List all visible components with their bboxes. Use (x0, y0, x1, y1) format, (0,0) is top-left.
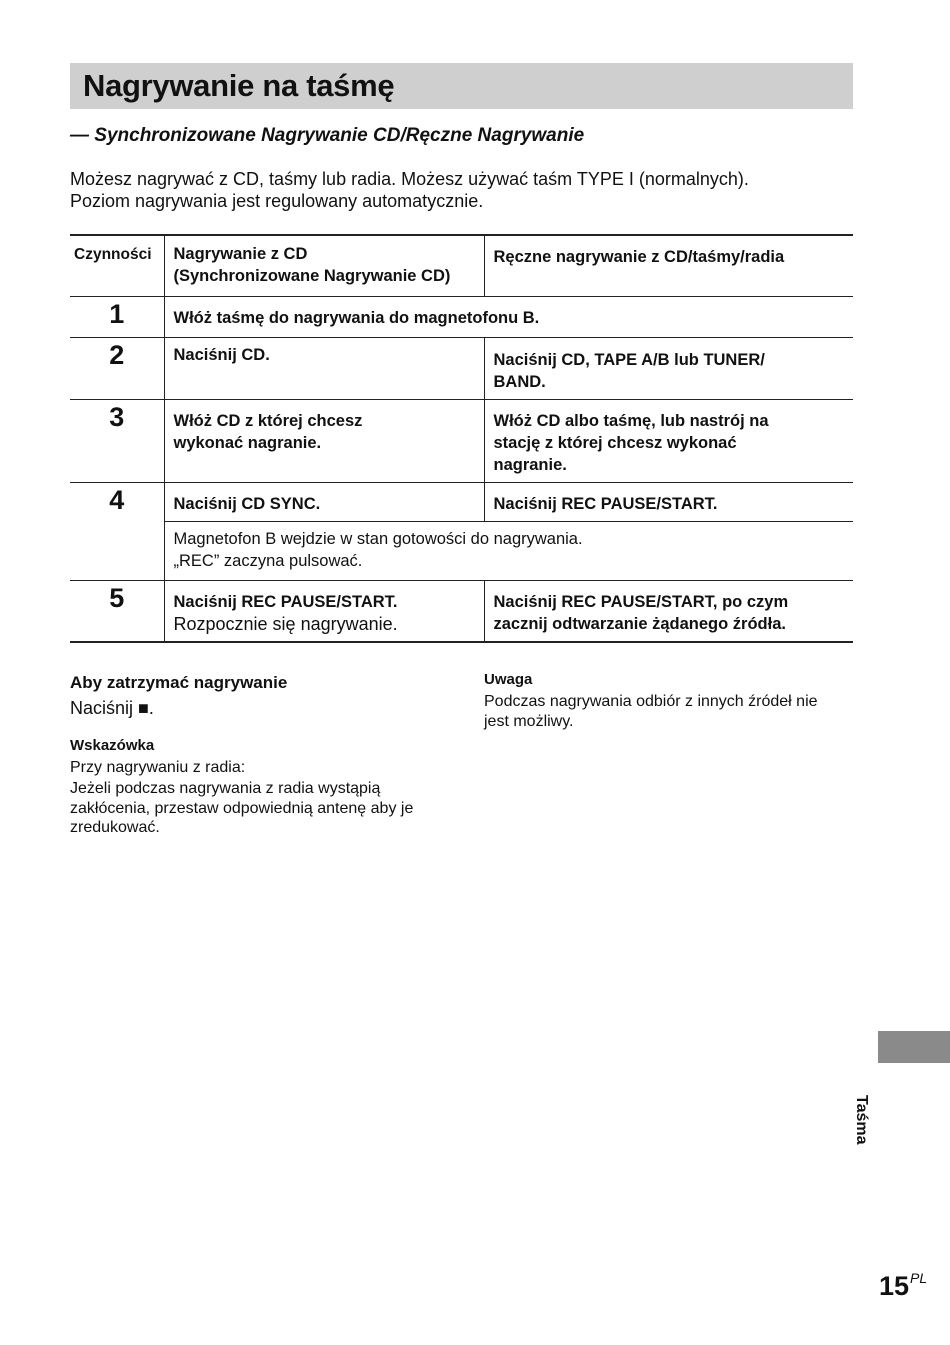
stop-heading: Aby zatrzymać nagrywanie (70, 673, 288, 692)
header-manual: Ręczne nagrywanie z CD/taśmy/radia (484, 235, 853, 296)
page-suffix: PL (910, 1270, 928, 1286)
step-cd-text: Naciśnij REC PAUSE/START. Rozpocznie się nagrywanie. (164, 580, 484, 642)
step-text: Włóż taśmę do nagrywania do magnetofonu B. (164, 296, 853, 337)
section-tab-marker (878, 1031, 950, 1063)
step-manual-text: Naciśnij CD, TAPE A/B lub TUNER/ BAND. (484, 337, 853, 399)
step-number: 5 (70, 580, 164, 642)
step-cd-text: Naciśnij CD. (164, 337, 484, 399)
table-header-row (70, 235, 853, 296)
intro-line: Poziom nagrywania jest regulowany automatycznie. (70, 191, 484, 211)
note-heading: Uwaga (484, 671, 533, 688)
header-cd: Nagrywanie z CD (Synchronizowane Nagrywanie CD) (164, 235, 484, 296)
step-number: 3 (70, 399, 164, 482)
intro-text (70, 168, 850, 212)
intro-line: Możesz nagrywać z CD, taśmy lub radia. Możesz używać taśm TYPE I (normalnych). (70, 169, 749, 189)
page-title: Nagrywanie na taśmę (83, 68, 395, 103)
step-number: 2 (70, 337, 164, 399)
steps-table (70, 234, 853, 643)
page-number: $15^{PL}$ (879, 1270, 928, 1301)
note-body: Podczas nagrywania odbiór z innych źródeł nie jest możliwy. (484, 693, 818, 730)
step-manual-text: Naciśnij REC PAUSE/START, po czym zacznij odtwarzanie żądanego źródła. (484, 580, 853, 642)
table-row (70, 296, 853, 337)
step-note: Magnetofon B wejdzie w stan gotowości do nagrywania. „REC” zaczyna pulsować. (164, 521, 853, 580)
stop-text: Naciśnij ■. (70, 698, 154, 718)
header-steps: Czynności (70, 235, 164, 296)
hint-heading: Wskazówka (70, 737, 155, 754)
table-row (70, 580, 853, 642)
hint-body: Jeżeli podczas nagrywania z radia wystąpią zakłócenia, przestaw odpowiednią antenę aby je zredukować. (70, 780, 414, 836)
section-tab-label: Taśma (853, 1095, 870, 1145)
table-row (70, 399, 853, 482)
table-row (70, 337, 853, 399)
step-cd-text: Naciśnij CD SYNC. (164, 482, 484, 521)
step-cd-text: Włóż CD z której chcesz wykonać nagranie. (164, 399, 484, 482)
step-manual-text: Naciśnij REC PAUSE/START. (484, 482, 853, 521)
hint-intro: Przy nagrywaniu z radia: (70, 759, 246, 776)
subtitle: — Synchronizowane Nagrywanie CD/Ręczne Nagrywanie (70, 125, 585, 146)
table-row (70, 482, 853, 521)
table-row (70, 521, 853, 580)
step-manual-text: Włóż CD albo taśmę, lub nastrój na stację z której chcesz wykonać nagranie. (484, 399, 853, 482)
title-bar (70, 63, 853, 109)
step-number: 4 (70, 482, 164, 580)
step-number: 1 (70, 296, 164, 337)
